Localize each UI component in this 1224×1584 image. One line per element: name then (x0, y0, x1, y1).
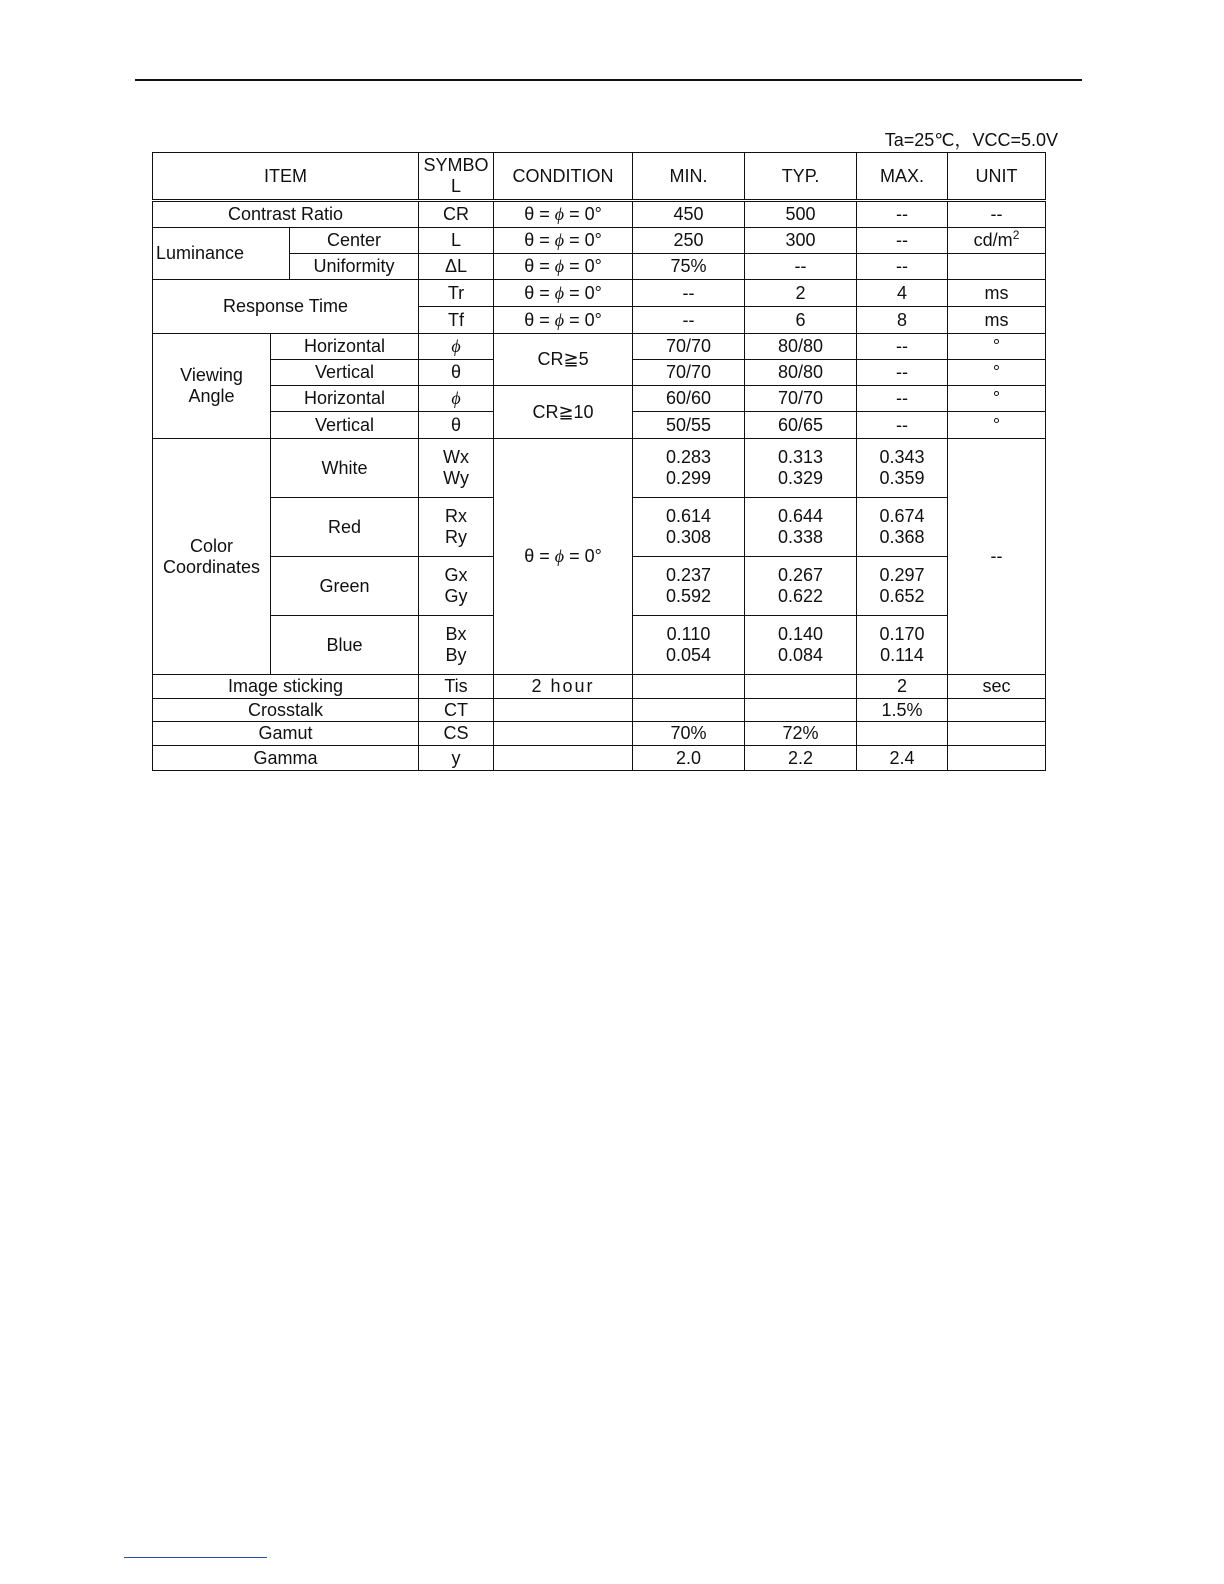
typ-cell: -- (745, 254, 857, 280)
condition-cell: θ = ϕ = 0° (494, 201, 633, 228)
condition-cell: θ = ϕ = 0° (494, 228, 633, 254)
item-image-sticking: Image sticking (153, 675, 419, 699)
min-cell (633, 675, 745, 699)
symbol-cell: Wx Wy (419, 439, 494, 498)
typ-cell: 2.2 (745, 746, 857, 771)
min-cell: 0.283 0.299 (633, 439, 745, 498)
max-cell: -- (857, 201, 948, 228)
typ-cell: 60/65 (745, 412, 857, 439)
symbol-cell: ϕ (419, 386, 494, 412)
min-cell: 75% (633, 254, 745, 280)
min-cell: 2.0 (633, 746, 745, 771)
min-cell: -- (633, 280, 745, 307)
min-cell (633, 699, 745, 722)
symbol-cell: CT (419, 699, 494, 722)
table-row (153, 228, 1046, 254)
unit-cell: ° (948, 412, 1046, 439)
symbol-cell: Tr (419, 280, 494, 307)
item-gamma: Gamma (153, 746, 419, 771)
condition-cell: 2 hour (494, 675, 633, 699)
typ-cell: 0.644 0.338 (745, 498, 857, 557)
col-header-max: MAX. (857, 153, 948, 201)
max-cell (857, 722, 948, 746)
subitem-horizontal: Horizontal (271, 386, 419, 412)
subitem-vertical: Vertical (271, 412, 419, 439)
unit-cell: ° (948, 334, 1046, 360)
condition-cell: CR≧5 (494, 334, 633, 386)
symbol-cell: Rx Ry (419, 498, 494, 557)
header-rule (135, 79, 1082, 81)
unit-cell (948, 254, 1046, 280)
condition-cell (494, 722, 633, 746)
max-cell: 4 (857, 280, 948, 307)
typ-cell: 6 (745, 307, 857, 334)
subitem-center: Center (290, 228, 419, 254)
max-cell: 8 (857, 307, 948, 334)
symbol-cell: Bx By (419, 616, 494, 675)
col-header-symbol: SYMBO L (419, 153, 494, 201)
max-cell: 0.297 0.652 (857, 557, 948, 616)
unit-cell (948, 699, 1046, 722)
item-viewing-angle: Viewing Angle (153, 334, 271, 439)
max-cell: -- (857, 254, 948, 280)
typ-cell: 300 (745, 228, 857, 254)
typ-cell: 0.140 0.084 (745, 616, 857, 675)
header-row (153, 153, 1046, 201)
max-cell: -- (857, 228, 948, 254)
symbol-cell: ϕ (419, 334, 494, 360)
symbol-cell: Tis (419, 675, 494, 699)
min-cell: 0.110 0.054 (633, 616, 745, 675)
symbol-cell: Gx Gy (419, 557, 494, 616)
subitem-horizontal: Horizontal (271, 334, 419, 360)
symbol-cell: CR (419, 201, 494, 228)
typ-cell: 80/80 (745, 360, 857, 386)
typ-cell: 0.267 0.622 (745, 557, 857, 616)
symbol-cell: ΔL (419, 254, 494, 280)
unit-cell: ms (948, 280, 1046, 307)
max-cell: 1.5% (857, 699, 948, 722)
condition-cell: CR≧10 (494, 386, 633, 439)
max-cell: 0.343 0.359 (857, 439, 948, 498)
symbol-cell: CS (419, 722, 494, 746)
symbol-cell: L (419, 228, 494, 254)
max-cell: -- (857, 386, 948, 412)
unit-cell (948, 746, 1046, 771)
item-contrast-ratio: Contrast Ratio (153, 201, 419, 228)
unit-cell: ° (948, 386, 1046, 412)
min-cell: 250 (633, 228, 745, 254)
item-crosstalk: Crosstalk (153, 699, 419, 722)
min-cell: 70/70 (633, 360, 745, 386)
unit-cell: -- (948, 201, 1046, 228)
subitem-green: Green (271, 557, 419, 616)
min-cell: 70% (633, 722, 745, 746)
condition-cell: θ = ϕ = 0° (494, 307, 633, 334)
max-cell: -- (857, 334, 948, 360)
min-cell: 0.237 0.592 (633, 557, 745, 616)
condition-cell: θ = ϕ = 0° (494, 439, 633, 675)
col-header-unit: UNIT (948, 153, 1046, 201)
symbol-cell: Tf (419, 307, 494, 334)
test-conditions-note: Ta=25℃，VCC=5.0V (884, 130, 1058, 150)
subitem-white: White (271, 439, 419, 498)
condition-cell (494, 746, 633, 771)
min-cell: 70/70 (633, 334, 745, 360)
item-gamut: Gamut (153, 722, 419, 746)
col-header-typ: TYP. (745, 153, 857, 201)
unit-cell (948, 722, 1046, 746)
unit-cell: ms (948, 307, 1046, 334)
subitem-uniformity: Uniformity (290, 254, 419, 280)
table-row (153, 386, 1046, 412)
footer-link-rule (124, 1557, 267, 1558)
unit-cell: -- (948, 439, 1046, 675)
table-row (153, 722, 1046, 746)
item-color-coordinates: Color Coordinates (153, 439, 271, 675)
table-row (153, 746, 1046, 771)
col-header-min: MIN. (633, 153, 745, 201)
item-response-time: Response Time (153, 280, 419, 334)
col-header-condition: CONDITION (494, 153, 633, 201)
unit-cell: $cd/m^2$ (948, 228, 1046, 254)
subitem-red: Red (271, 498, 419, 557)
optical-spec-table (152, 152, 1046, 771)
min-cell: -- (633, 307, 745, 334)
symbol-cell: θ (419, 412, 494, 439)
typ-cell (745, 699, 857, 722)
symbol-cell: y (419, 746, 494, 771)
table-row (153, 675, 1046, 699)
typ-cell: 0.313 0.329 (745, 439, 857, 498)
table-row (153, 334, 1046, 360)
typ-cell: 500 (745, 201, 857, 228)
min-cell: 0.614 0.308 (633, 498, 745, 557)
unit-cell: sec (948, 675, 1046, 699)
subitem-blue: Blue (271, 616, 419, 675)
condition-cell: θ = ϕ = 0° (494, 254, 633, 280)
min-cell: 60/60 (633, 386, 745, 412)
table-row (153, 201, 1046, 228)
typ-cell: 70/70 (745, 386, 857, 412)
typ-cell (745, 675, 857, 699)
item-luminance: Luminance (153, 228, 290, 280)
typ-cell: 80/80 (745, 334, 857, 360)
condition-cell (494, 699, 633, 722)
col-header-item: ITEM (153, 153, 419, 201)
symbol-cell: θ (419, 360, 494, 386)
unit-cell: ° (948, 360, 1046, 386)
min-cell: 50/55 (633, 412, 745, 439)
table-row (153, 439, 1046, 498)
table-row (153, 699, 1046, 722)
typ-cell: 2 (745, 280, 857, 307)
max-cell: 0.170 0.114 (857, 616, 948, 675)
min-cell: 450 (633, 201, 745, 228)
max-cell: 2 (857, 675, 948, 699)
max-cell: 0.674 0.368 (857, 498, 948, 557)
max-cell: -- (857, 412, 948, 439)
max-cell: 2.4 (857, 746, 948, 771)
max-cell: -- (857, 360, 948, 386)
typ-cell: 72% (745, 722, 857, 746)
subitem-vertical: Vertical (271, 360, 419, 386)
condition-cell: θ = ϕ = 0° (494, 280, 633, 307)
table-row (153, 280, 1046, 307)
